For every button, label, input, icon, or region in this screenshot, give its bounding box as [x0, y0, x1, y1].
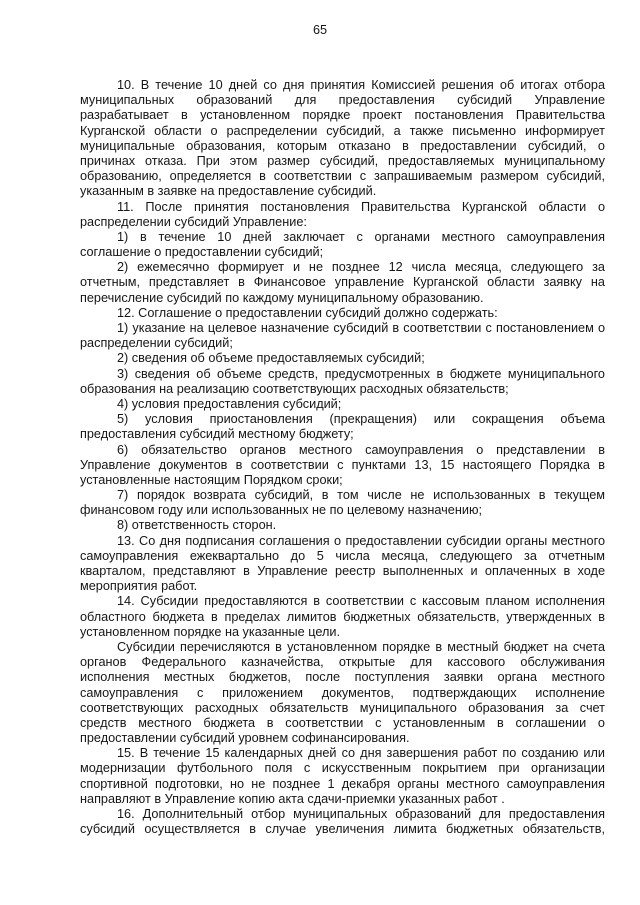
text-line: 12. Соглашение о предоставлении субсидий должно содержать: [117, 305, 498, 320]
text-line: 15. В течение 15 календарных дней со дня завершения работ по созданию или [117, 746, 605, 761]
clause-16 [80, 807, 605, 837]
clause-13 [80, 534, 605, 595]
text-line: 5) условия приостановления (прекращения) или сокращения объема [117, 412, 605, 427]
text-line: 4) условия предоставления субсидий; [117, 396, 342, 411]
clause-11-item-1 [80, 230, 605, 260]
text-line: органов Федерального казначейства, открытые для кассового обслуживания [80, 655, 605, 670]
text-line: отчетным, представляет в Финансовое управление Курганской области заявку на [80, 275, 605, 290]
text-line: 13. Со дня подписания соглашения о предоставлении субсидии органы местного [117, 533, 605, 548]
text-line: Субсидии перечисляются в установленном порядке в местный бюджет на счета [117, 639, 605, 654]
text-line: образованию, определяется в соответствии с запрашиваемым размером субсидий, [80, 169, 605, 184]
text-line: исполнения местных бюджетов, после поступления заявки органа местного [80, 670, 605, 685]
clause-11-item-2 [80, 260, 605, 306]
text-line: мероприятия работ. [80, 579, 198, 594]
clause-12-item-5 [80, 412, 605, 442]
page-number: 65 [312, 23, 328, 37]
text-line: предоставления субсидий местному бюджету; [80, 427, 354, 442]
text-line: указанным в заявке на предоставление субсидий. [80, 184, 377, 199]
clause-10 [80, 78, 605, 200]
text-line: распределении субсидий Управление: [80, 214, 307, 229]
text-line: 1) в течение 10 дней заключает с органами местного самоуправления [117, 229, 605, 244]
text-line: муниципальных образований для предоставления субсидий Управление [80, 93, 605, 108]
text-line: субсидий осуществляется в случае увеличения лимита бюджетных обязательств, [80, 822, 605, 837]
text-line: модернизации футбольного поля с искусственным покрытием при организации [80, 761, 605, 776]
text-line: направляют в Управление копию акта сдачи-приемки указанных работ . [80, 791, 505, 806]
text-line: причинах отказа. При этом размер субсидий, предоставляемых муниципальному [80, 153, 605, 168]
clause-12-item-1 [80, 321, 605, 351]
text-line: финансовом году или использованных не по целевому назначению; [80, 503, 482, 518]
document-body [80, 78, 605, 837]
clause-11 [80, 200, 605, 230]
text-line: муниципальные образования, которым отказано в предоставлении субсидий, о [80, 138, 605, 153]
clause-12-item-6 [80, 443, 605, 489]
text-line: 6) обязательство органов местного самоуправления о представлении в [117, 442, 605, 457]
clause-14 [80, 594, 605, 640]
text-line: 16. Дополнительный отбор муниципальных образований для предоставления [117, 807, 605, 821]
text-line: самоуправления ежеквартально до 5 числа месяца, следующего за отчетным [80, 548, 605, 563]
text-line: Курганской области о распределении субсидий, а также письменно информирует [80, 123, 605, 138]
text-line: соглашение о предоставлении субсидий; [80, 245, 324, 260]
text-line: самоуправления с приложением документов, подтверждающих исполнение [80, 685, 605, 700]
clause-12-item-7 [80, 488, 605, 518]
clause-12-item-4 [80, 397, 605, 412]
text-line: перечисление субсидий по каждому муниципальному образованию. [80, 290, 484, 305]
text-line: 10. В течение 10 дней со дня принятия Комиссией решения об итогах отбора [117, 78, 605, 92]
clause-12-item-2 [80, 351, 605, 366]
text-line: 7) порядок возврата субсидий, в том числе не использованных в текущем [117, 488, 605, 503]
text-line: распределении субсидий; [80, 336, 233, 351]
text-line: 3) сведения об объеме средств, предусмотренных в бюджете муниципального [117, 366, 605, 381]
text-line: предоставлении субсидий уровнем софинансирования. [80, 731, 410, 746]
text-line: образования на реализацию соответствующих расходных обязательств; [80, 381, 509, 396]
clause-12-item-8 [80, 518, 605, 533]
text-line: 14. Субсидии предоставляются в соответствии с кассовым планом исполнения [117, 594, 605, 609]
clause-15 [80, 746, 605, 807]
text-line: соответствующих расходных обязательств муниципального образования за счет [80, 700, 605, 715]
text-line: 11. После принятия постановления Правительства Курганской области о [117, 199, 605, 214]
text-line: 2) ежемесячно формирует и не позднее 12 числа месяца, следующего за [117, 260, 605, 275]
text-line: 1) указание на целевое назначение субсидий в соответствии с постановлением о [117, 321, 605, 335]
clause-12 [80, 306, 605, 321]
text-line: спортивной подготовки, но не позднее 1 декабря органы местного самоуправления [80, 776, 605, 791]
text-line: средств местного бюджета в соответствии с установленным в соглашении о [80, 715, 605, 730]
text-line: установленном порядке на указанные цели. [80, 624, 340, 639]
text-line: установленные настоящим Порядком сроки; [80, 472, 343, 487]
clause-14-paragraph-2 [80, 640, 605, 746]
clause-12-item-3 [80, 367, 605, 397]
text-line: Управление документов в соответствии с пунктами 13, 15 настоящего Порядка в [80, 457, 605, 472]
text-line: областного бюджета в пределах лимитов бюджетных обязательств, утвержденных в [80, 609, 605, 624]
text-line: 8) ответственность сторон. [117, 518, 277, 533]
text-line: 2) сведения об объеме предоставляемых субсидий; [117, 351, 425, 366]
text-line: разрабатывает в установленном порядке проект постановления Правительства [80, 108, 605, 123]
text-line: кварталом, представляют в Управление реестр выполненных и оплаченных в ходе [80, 564, 605, 578]
